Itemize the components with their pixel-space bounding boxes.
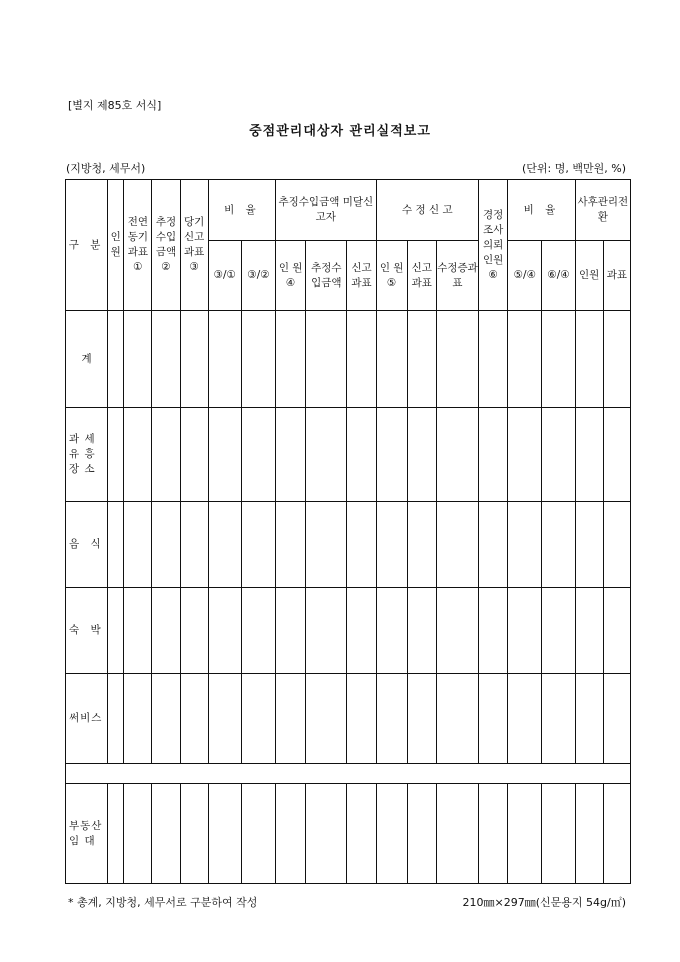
- header-ratio-6-4: ⑥/④: [542, 241, 575, 311]
- header-under-estimated: 추정수입금액: [306, 241, 347, 311]
- table-row: [66, 784, 631, 884]
- header-ratio-3-1: ③/①: [208, 241, 241, 311]
- header-underreported-group: 추징수입금액 미달신고자: [276, 180, 377, 241]
- header-ratio-group2: 비 율: [508, 180, 575, 241]
- header-amend-report: 신고과표: [407, 241, 436, 311]
- header-under-report: 신고과표: [347, 241, 376, 311]
- row-label-service: 써비스: [66, 674, 108, 764]
- header-ratio-5-4: ⑤/④: [508, 241, 542, 311]
- header-current-report: 당기신고과표③: [180, 180, 208, 311]
- paper-spec: 210㎜×297㎜(신문용지 54g/㎡): [462, 896, 626, 909]
- form-number: [별지 제85호 서식]: [68, 99, 162, 112]
- table-row-blank: [66, 764, 631, 784]
- header-amended-group: 수 정 신 고: [376, 180, 479, 241]
- report-table: [65, 179, 631, 884]
- row-label-food: 음 식: [66, 502, 108, 588]
- table-row: [66, 502, 631, 588]
- header-category: 구 분: [66, 180, 108, 311]
- table-row: [66, 674, 631, 764]
- office-label: (지방청, 세무서): [66, 162, 146, 175]
- footer-note: * 총계, 지방청, 세무서로 구분하여 작성: [68, 896, 258, 909]
- blank-row: [66, 764, 631, 784]
- header-amend-persons: 인 원⑤: [376, 241, 407, 311]
- header-audit: 경정조사의뢰인원⑥: [479, 180, 508, 311]
- unit-label: (단위: 명, 백만원, %): [522, 162, 626, 175]
- table-row: [66, 408, 631, 502]
- header-post-group: 사후관리전 환: [575, 180, 630, 241]
- row-label-entertainment: 과 세 유 흥 장 소: [66, 408, 108, 502]
- row-label-lodging: 숙 박: [66, 588, 108, 674]
- header-post-tax: 과표: [603, 241, 630, 311]
- header-ratio-3-2: ③/②: [241, 241, 275, 311]
- page-title: 중점관리대상자 관리실적보고: [249, 124, 431, 139]
- table-row: [66, 311, 631, 408]
- row-label-real-estate: 부동산 임 대: [66, 784, 108, 884]
- header-persons: 인원: [108, 180, 124, 311]
- header-amend-increase: 수정증과 표: [436, 241, 478, 311]
- row-label-total: 계: [66, 311, 108, 408]
- header-ratio-group1: 비 율: [208, 180, 275, 241]
- header-post-persons: 인원: [575, 241, 603, 311]
- header-under-persons: 인 원④: [276, 241, 306, 311]
- header-prev-year: 전연동기과표①: [124, 180, 152, 311]
- table-row: [66, 588, 631, 674]
- header-estimated-income: 추정수입금액②: [152, 180, 180, 311]
